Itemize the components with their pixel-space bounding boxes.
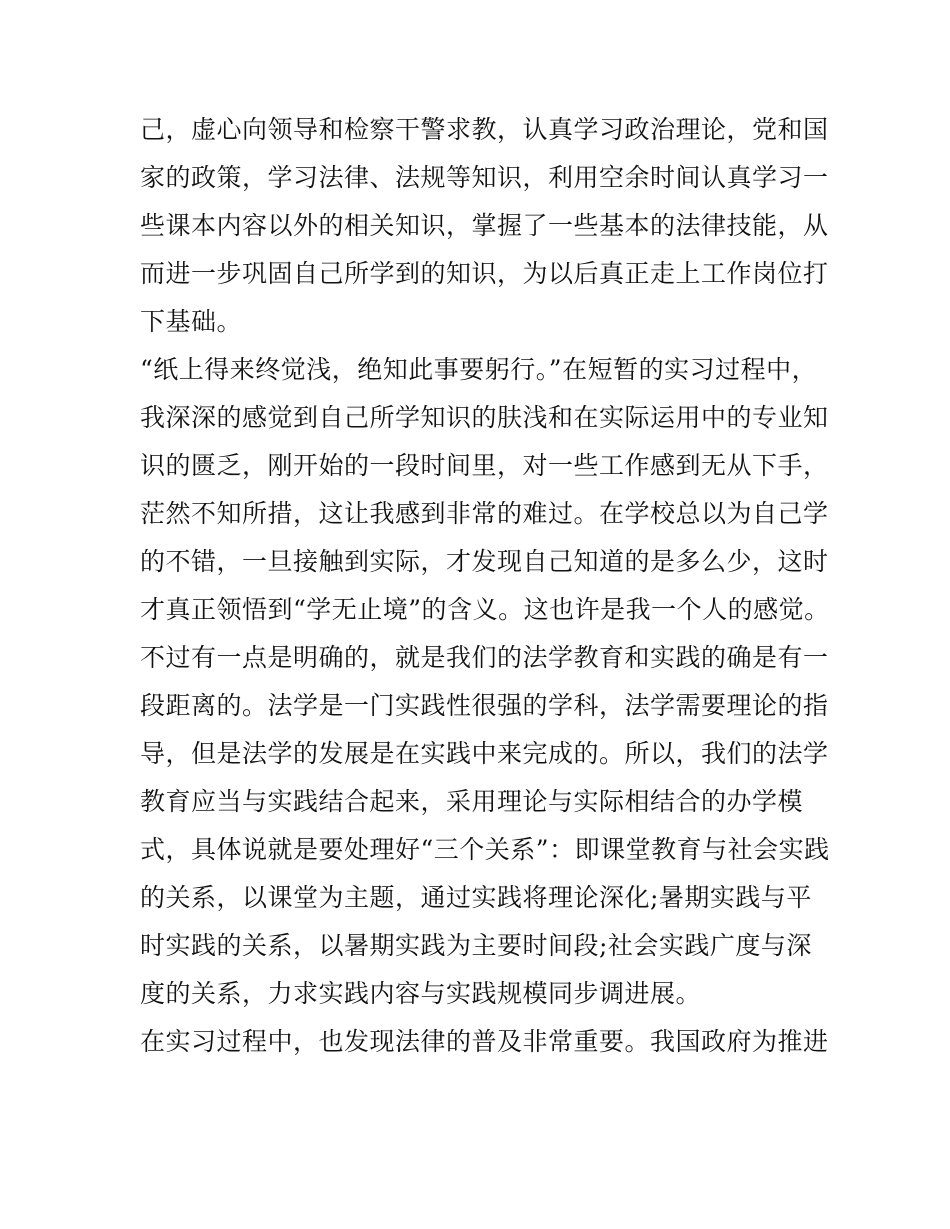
text-line: 我深深的感觉到自己所学知识的肤浅和在实际运用中的专业知 (140, 403, 829, 432)
text-line: 识的匮乏，刚开始的一段时间里，对一些工作感到无从下手， (140, 451, 829, 480)
text-line: 不过有一点是明确的，就是我们的法学教育和实践的确是有一 (140, 643, 829, 672)
document-body (140, 106, 830, 1066)
text-line: 的关系，以课堂为主题，通过实践将理论深化;暑期实践与平 (140, 883, 812, 912)
text-line: 时实践的关系，以暑期实践为主要时间段;社会实践广度与深 (140, 931, 812, 960)
text-line: 家的政策，学习法律、法规等知识，利用空余时间认真学习一 (140, 163, 829, 192)
text-line: 茫然不知所措，这让我感到非常的难过。在学校总以为自己学 (140, 499, 829, 528)
text-line: 的不错，一旦接触到实际，才发现自己知道的是多么少，这时 (140, 547, 829, 576)
text-line: 而进一步巩固自己所学到的知识，为以后真正走上工作岗位打 (140, 259, 829, 288)
text-line: 段距离的。法学是一门实践性很强的学科，法学需要理论的指 (140, 691, 829, 720)
text-line: “纸上得来终觉浅，绝知此事要躬行。”在短暂的实习过程中， (140, 355, 818, 384)
text-line: 导，但是法学的发展是在实践中来完成的。所以，我们的法学 (140, 739, 829, 768)
text-line: 教育应当与实践结合起来，采用理论与实际相结合的办学模 (140, 787, 804, 816)
text-line: 度的关系，力求实践内容与实践规模同步调进展。 (140, 979, 702, 1008)
text-line: 下基础。 (140, 307, 243, 336)
text-line: 己，虚心向领导和检察干警求教，认真学习政治理论，党和国 (140, 115, 829, 144)
text-line: 在实习过程中，也发现法律的普及非常重要。我国政府为推进 (140, 1027, 829, 1056)
text-line: 式，具体说就是要处理好“三个关系”：即课堂教育与社会实践 (140, 835, 830, 864)
text-line: 些课本内容以外的相关知识，掌握了一些基本的法律技能，从 (140, 211, 829, 240)
text-line: 才真正领悟到“学无止境”的含义。这也许是我一个人的感觉。 (140, 595, 830, 624)
